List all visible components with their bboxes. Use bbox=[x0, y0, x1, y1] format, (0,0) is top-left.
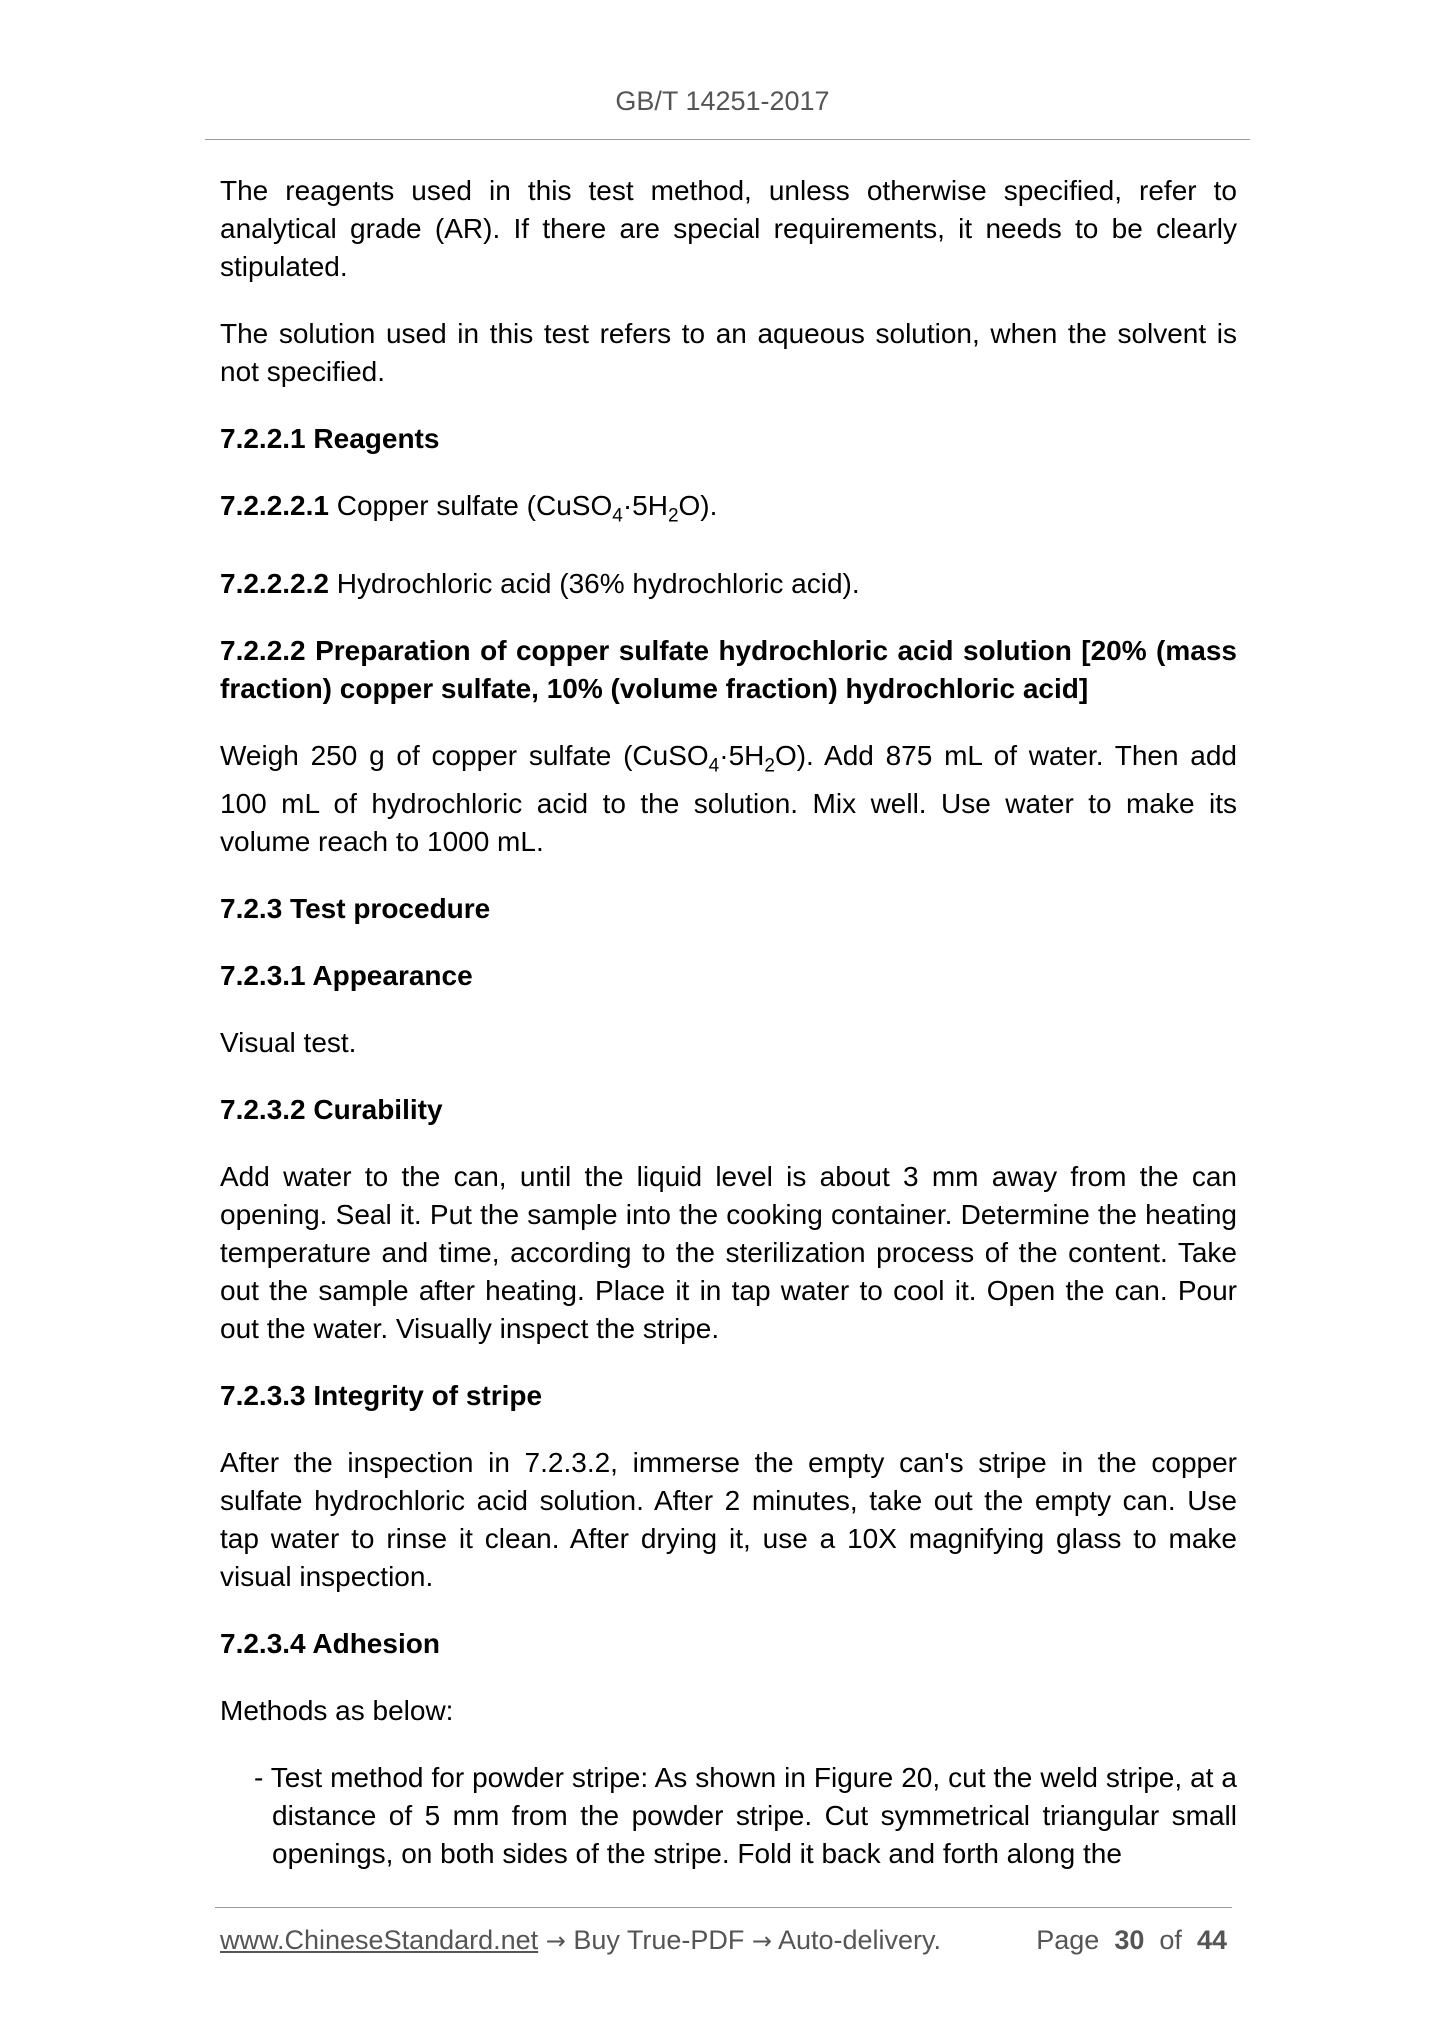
paragraph-curability: Add water to the can, until the liquid level is about 3 mm away from the can opening. Seal it. Put the sample into the cooking container. Determine the heating temperature and time, according to the sterilization process of the content. Take out the sample after heating. Place it in tap water to cool it. Open the can. Pour out the water. Visually inspect the stripe. bbox=[220, 1161, 1237, 1345]
delivery-text: Auto-delivery. bbox=[771, 1925, 942, 1955]
paragraph-solution-definition: The solution used in this test refers to an aqueous solution, when the solvent is not specified. bbox=[220, 318, 1237, 387]
paragraph-reagents-grade: The reagents used in this test method, unless otherwise specified, refer to analytical grade (AR). If there are special requirements, it needs to be clearly stipulated. bbox=[220, 175, 1237, 282]
page-footer bbox=[220, 1925, 1237, 1956]
section-heading-preparation: 7.2.2.2 Preparation of copper sulfate hydrochloric acid solution [20% (mass fraction) copper sulfate, 10% (volume fraction) hydrochloric acid] bbox=[220, 634, 1237, 704]
arrow-right-icon: → bbox=[751, 1927, 772, 1955]
section-heading-integrity: 7.2.3.3 Integrity of stripe bbox=[220, 1380, 543, 1412]
reagent-item-hydrochloric-acid: 7.2.2.2.2 Hydrochloric acid (36% hydrochloric acid). bbox=[220, 567, 860, 599]
page-counter bbox=[1036, 1925, 1227, 1956]
paragraph-appearance: Visual test. bbox=[220, 1027, 357, 1059]
section-heading-adhesion: 7.2.3.4 Adhesion bbox=[220, 1628, 440, 1660]
header-divider bbox=[205, 139, 1250, 140]
page-label: Page bbox=[1036, 1925, 1100, 1955]
buy-text: Buy True-PDF bbox=[565, 1925, 752, 1955]
page-header bbox=[0, 86, 1445, 117]
reagent-item-copper-sulfate: 7.2.2.2.1 Copper sulfate $(CuSO_4\cdot 5H_2O)$. bbox=[220, 490, 718, 527]
paragraph-methods-intro: Methods as below: bbox=[220, 1695, 454, 1727]
paragraph-integrity: After the inspection in 7.2.3.2, immerse the empty can's stripe in the copper sulfate hydrochloric acid solution. After 2 minutes, take out the empty can. Use tap water to rinse it clean. After drying it, use a 10X magnifying glass to make visual inspection. bbox=[220, 1447, 1237, 1593]
of-label: of bbox=[1159, 1925, 1182, 1955]
section-heading-curability: 7.2.3.2 Curability bbox=[220, 1094, 443, 1126]
current-page-number: 30 bbox=[1114, 1925, 1145, 1955]
clause-number: 7.2.2.2.2 bbox=[220, 567, 329, 599]
section-heading-test-procedure: 7.2.3 Test procedure bbox=[220, 893, 491, 925]
section-heading-reagents: 7.2.2.1 Reagents bbox=[220, 423, 440, 454]
clause-number: 7.2.2.2.1 bbox=[220, 490, 329, 521]
document-body bbox=[220, 172, 1237, 1902]
arrow-right-icon: → bbox=[545, 1927, 566, 1955]
total-page-number: 44 bbox=[1196, 1925, 1227, 1955]
footer-divider bbox=[215, 1907, 1232, 1908]
paragraph-preparation: Weigh 250 g of copper sulfate $(CuSO_4\cdot 5H_2O)$. Add 875 mL of water. Then add 100 mL of hydrochloric acid to the solution. Mix well. Use water to make its volume reach to 1000 mL. bbox=[220, 739, 1237, 858]
website-link[interactable]: www.ChineseStandard.net bbox=[220, 1925, 539, 1955]
standard-code: GB/T 14251-2017 bbox=[615, 86, 830, 116]
list-item-powder-stripe: - Test method for powder stripe: As shown in Figure 20, cut the weld stripe, at a distance of 5 mm from the powder stripe. Cut symmetrical triangular small openings, on both sides of the stripe. Fold it back and forth along the bbox=[254, 1762, 1237, 1870]
section-heading-appearance: 7.2.3.1 Appearance bbox=[220, 960, 473, 992]
